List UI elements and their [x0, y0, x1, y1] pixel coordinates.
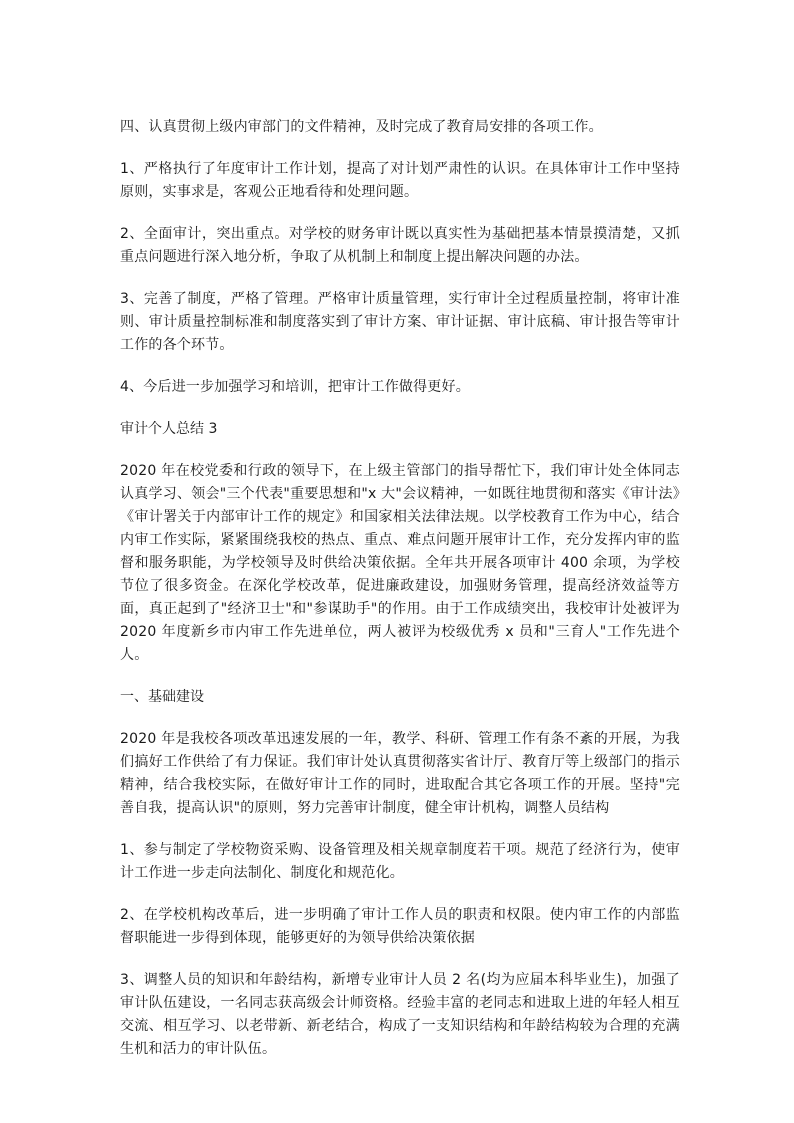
construction-item-1: 1、参与制定了学校物资采购、设备管理及相关规章制度若干项。规范了经济行为，使审计工作进一步走向法制化、制度化和规范化。	[120, 842, 680, 881]
section-heading-four: 四、认真贯彻上级内审部门的文件精神，及时完成了教育局安排的各项工作。	[120, 119, 603, 135]
construction-item-2: 2、在学校机构改革后，进一步明确了审计工作人员的职责和权限。使内审工作的内部监督职能进一步得到体现，能够更好的为领导供给决策依据	[120, 907, 680, 946]
document-body	[120, 116, 680, 1061]
paragraph-item-2: 2、全面审计，突出重点。对学校的财务审计既以真实性为基础把基本情景摸清楚，又抓重点问题进行深入地分析，争取了从机制上和制度上提出解决问题的办法。	[120, 226, 680, 265]
construction-item-3: 3、调整人员的知识和年龄结构，新增专业审计人员 2 名(均为应届本科毕业生)，加强了审计队伍建设，一名同志获高级会计师资格。经验丰富的老同志和进取上进的年轻人相互交流、相互学习、以老带新、新老结合，构成了一支知识结构和年龄结构较为合理的充满生机和活力的审计队伍。	[120, 972, 680, 1057]
paragraph-item-4: 4、今后进一步加强学习和培训，把审计工作做得更好。	[120, 379, 470, 395]
basic-construction-paragraph: 2020 年是我校各项改革迅速发展的一年，教学、科研、管理工作有条不紊的开展，为我们搞好工作供给了有力保证。我们审计处认真贯彻落实省计厅、教育厅等上级部门的指示精神，结合我校实际，在做好审计工作的同时，进取配合其它各项工作的开展。坚持"完善自我，提高认识"的原则，努力完善审计制度，健全审计机构，调整人员结构	[120, 731, 680, 816]
summary-intro-paragraph: 2020 年在校党委和行政的领导下，在上级主管部门的指导帮忙下，我们审计处全体同志认真学习、领会"三个代表"重要思想和"x 大"会议精神，一如既往地贯彻和落实《审计法》《审计署关于内部审计工作的规定》和国家相关法律法规。以学校教育工作为中心，结合内审工作实际，紧紧围绕我校的热点、重点、难点问题开展审计工作，充分发挥内审的监督和服务职能，为学校领导及时供给决策依据。全年共开展各项审计 400 余项，为学校节位了很多资金。在深化学校改革，促进廉政建设，加强财务管理，提高经济效益等方面，真正起到了"经济卫士"和"参谋助手"的作用。由于工作成绩突出，我校审计处被评为 2020 年度新乡市内审工作先进单位，两人被评为校级优秀 x 员和"三育人"工作先进个人。	[120, 463, 680, 663]
section-heading-basic-construction: 一、基础建设	[120, 689, 204, 705]
summary-title: 审计个人总结 3	[120, 421, 218, 437]
paragraph-item-3: 3、完善了制度，严格了管理。严格审计质量管理，实行审计全过程质量控制，将审计准则、审计质量控制标准和制度落实到了审计方案、审计证据、审计底稿、审计报告等审计工作的各个环节。	[120, 291, 680, 353]
paragraph-item-1: 1、严格执行了年度审计工作计划，提高了对计划严肃性的认识。在具体审计工作中坚持原则，实事求是，客观公正地看待和处理问题。	[120, 161, 680, 200]
